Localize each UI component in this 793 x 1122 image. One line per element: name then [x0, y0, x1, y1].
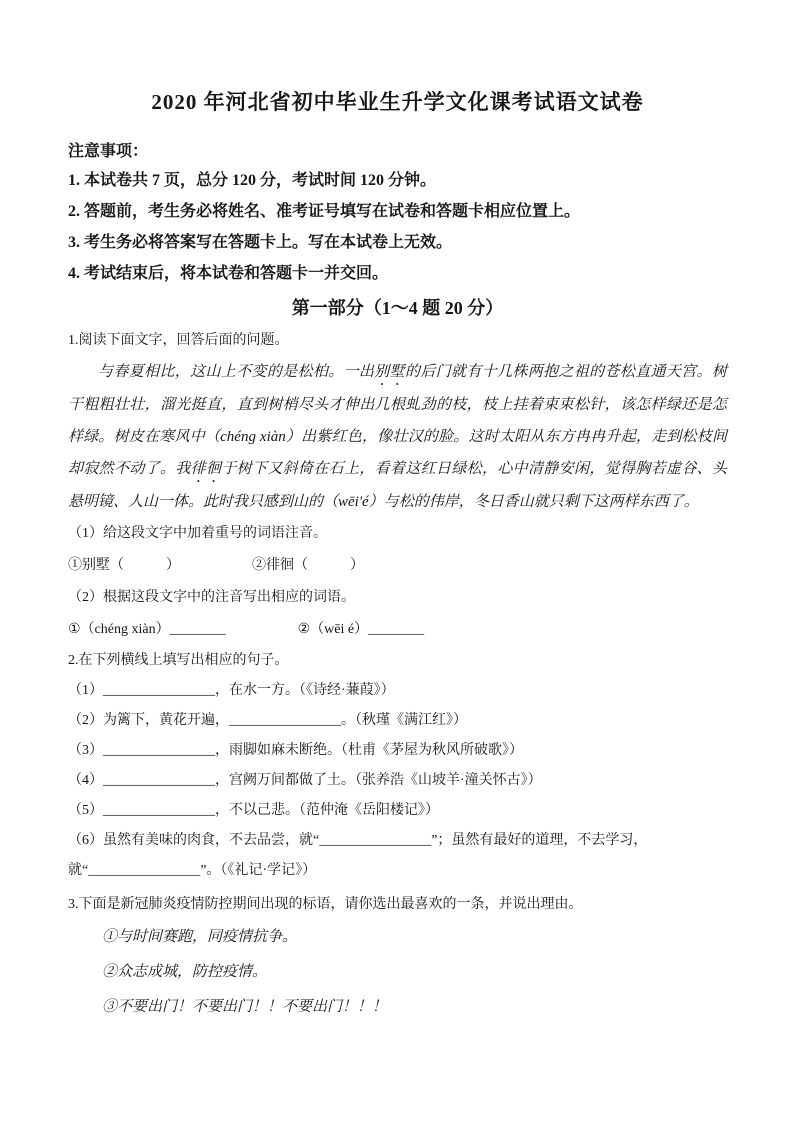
question-1: [68, 330, 727, 646]
passage-text: 于树下又斜倚在石上，看着这红日绿松，心中清静安闲，觉得胸若虚谷、头悬明镜、人山一体。此时我只感到山的（wēi'é）与松的伟岸，冬日香山就只剩下这两样东西了。: [68, 461, 727, 510]
notice-heading: 注意事项：: [68, 143, 149, 160]
slogan-item-1: ①与时间赛跑，同疫情抗争。: [102, 929, 298, 945]
question-3-stem: 3.下面是新冠肺炎疫情防控期间出现的标语，请你选出最喜欢的一条，并说出理由。: [68, 897, 583, 912]
section-heading: 第一部分（1～4 题 20 分）: [291, 298, 504, 318]
passage-text: 的后门就有十几株两抱之祖的苍松直通天宫。树干粗粗壮壮，溜光挺直，直到树梢尽头才伸出几根虬劲的枝，枝上挂着束束松针，该怎样绿还是怎样绿。树皮在寒风中（chéng xiàn）出紫红色，像壮汉的脸。这时太阳从东方冉冉升起，走到松枝间却寂然不动了。我: [68, 364, 727, 477]
question-2: [68, 646, 727, 886]
question-1-sub-1-items: [68, 550, 727, 582]
question-1-sub-2: （2）根据这段文字中的注音写出相应的词语。: [68, 590, 355, 605]
pinyin-item-paihuai: ②徘徊（ ）: [252, 558, 364, 573]
emphasized-word: 徘徊: [190, 461, 222, 477]
notice-item-1: 1. 本试卷共 7 页，总分 120 分，考试时间 120 分钟。: [68, 172, 437, 189]
notice-item-2: 2. 答题前，考生务必将姓名、准考证号填写在试卷和答题卡相应位置上。: [68, 203, 581, 220]
fill-blank-item-1: （1）________________，在水一方。（《诗经·蒹葭》）: [68, 683, 395, 698]
notice-item-3: 3. 考生务必将答案写在答题卡上。写在本试卷上无效。: [68, 234, 453, 251]
passage-text: 与春夏相比，这山上不变的是松柏。一出: [98, 364, 375, 380]
fill-blank-item-4: （4）________________，宫阙万间都做了土。（张养浩《山坡羊·潼关怀古》）: [68, 773, 542, 788]
exam-title: 2020 年河北省初中毕业生升学文化课考试语文试卷: [151, 90, 644, 114]
pinyin-item-bieshu: ①别墅（ ）: [68, 558, 180, 573]
question-1-sub-1: （1）给这段文字中加着重号的词语注音。: [68, 526, 327, 541]
fill-blank-item-2: （2）为篱下，黄花开遍，________________。（秋瑾《满江红》）: [68, 713, 467, 728]
slogan-item-3: ③不要出门！不要出门！！不要出门！！！: [102, 999, 388, 1015]
word-item-chengxian: ①（chéng xiàn）________: [68, 622, 226, 637]
question-1-stem: 1.阅读下面文字，回答后面的问题。: [68, 333, 289, 348]
question-2-stem: 2.在下列横线上填写出相应的句子。: [68, 653, 289, 668]
fill-blank-item-3: （3）________________，雨脚如麻未断绝。（杜甫《茅屋为秋风所破歌》）: [68, 743, 523, 758]
question-3: [68, 890, 727, 1025]
slogan-item-2: ②众志成城，防控疫情。: [102, 964, 268, 980]
question-1-sub-2-items: [68, 614, 727, 646]
fill-blank-item-5: （5）________________，不以己悲。（范仲淹《岳阳楼记》）: [68, 803, 439, 818]
fill-blank-item-6: （6）虽然有美味的肉食，不去品尝，就“________________”；虽然有最好的道理，不去学习，就“________________”。（《礼记·学记》）: [68, 833, 648, 878]
notice-item-4: 4. 考试结束后，将本试卷和答题卡一并交回。: [68, 265, 389, 282]
word-item-weie: ②（wēi é）________: [297, 622, 425, 637]
reading-passage: [68, 356, 727, 518]
emphasized-word: 别墅: [374, 364, 405, 380]
